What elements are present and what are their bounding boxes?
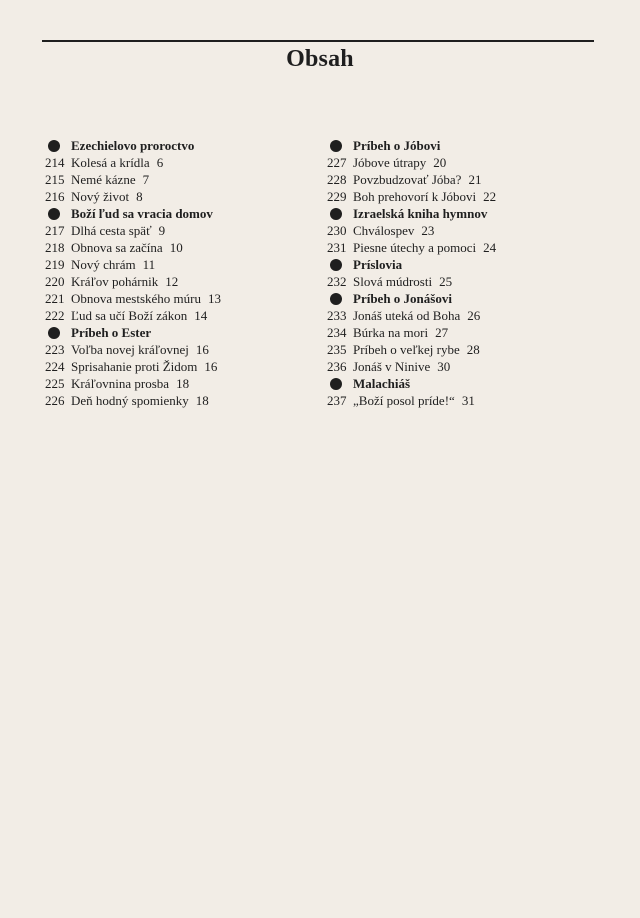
section-heading-text: Malachiáš xyxy=(353,375,411,391)
bullet-icon xyxy=(330,378,342,390)
entry-page: 16 xyxy=(195,341,209,357)
bullet-icon xyxy=(330,259,342,271)
entry-page: 14 xyxy=(194,307,208,323)
top-rule xyxy=(42,40,594,42)
entry-number: 227 xyxy=(327,154,347,170)
entry-title: Ľud sa učí Boží zákon xyxy=(71,307,188,323)
entry-page: 6 xyxy=(156,154,164,170)
section-heading xyxy=(327,375,597,392)
entry-page: 23 xyxy=(421,222,435,238)
entry-title: Chválospev xyxy=(353,222,415,238)
section-heading-text: Príslovia xyxy=(353,256,403,272)
section-heading xyxy=(327,256,597,273)
entry-page: 7 xyxy=(142,171,150,187)
entry-number: 237 xyxy=(327,392,347,408)
entry-number: 229 xyxy=(327,188,347,204)
toc-entry xyxy=(327,358,597,375)
section-heading-text: Príbeh o Jonášovi xyxy=(353,290,452,306)
entry-title: Jóbove útrapy xyxy=(353,154,427,170)
page-title: Obsah xyxy=(286,46,354,72)
toc-entry xyxy=(45,188,315,205)
bullet-icon xyxy=(330,208,342,220)
entry-title: Jonáš v Ninive xyxy=(353,358,431,374)
toc-entry xyxy=(45,392,315,409)
toc-entry xyxy=(45,290,315,307)
entry-number: 214 xyxy=(45,154,65,170)
entry-title: Príbeh o veľkej rybe xyxy=(353,341,460,357)
entry-number: 228 xyxy=(327,171,347,187)
entry-page: 11 xyxy=(142,256,156,272)
entry-page: 8 xyxy=(136,188,143,204)
entry-number: 217 xyxy=(45,222,65,238)
toc-entry xyxy=(45,171,315,188)
entry-number: 232 xyxy=(327,273,347,289)
entry-page: 24 xyxy=(483,239,497,255)
entry-number: 230 xyxy=(327,222,347,238)
toc-entry xyxy=(327,239,597,256)
entry-title: Dlhá cesta späť xyxy=(71,222,152,238)
entry-title: Nemé kázne xyxy=(71,171,136,187)
toc-entry xyxy=(45,273,315,290)
toc-entry xyxy=(45,154,315,171)
entry-page: 26 xyxy=(467,307,481,323)
entry-title: Slová múdrosti xyxy=(353,273,433,289)
entry-title: Deň hodný spomienky xyxy=(71,392,189,408)
toc-entry xyxy=(327,341,597,358)
toc-entry xyxy=(45,375,315,392)
bullet-icon xyxy=(48,208,60,220)
entry-number: 215 xyxy=(45,171,65,187)
bullet-icon xyxy=(48,327,60,339)
entry-page: 20 xyxy=(433,154,447,170)
entry-title: Nový chrám xyxy=(71,256,136,272)
toc-entry xyxy=(327,273,597,290)
entry-page: 10 xyxy=(169,239,183,255)
entry-title: Kolesá a krídla xyxy=(71,154,150,170)
entry-number: 221 xyxy=(45,290,65,306)
entry-page: 30 xyxy=(437,358,451,374)
entry-number: 218 xyxy=(45,239,65,255)
entry-number: 235 xyxy=(327,341,347,357)
section-heading xyxy=(45,205,315,222)
toc-entry xyxy=(327,188,597,205)
toc-entry xyxy=(327,324,597,341)
toc-entry xyxy=(45,256,315,273)
entry-number: 233 xyxy=(327,307,347,323)
entry-title: Obnova mestského múru xyxy=(71,290,201,306)
bullet-icon xyxy=(48,140,60,152)
toc-column-right xyxy=(327,137,597,409)
entry-page: 31 xyxy=(461,392,475,408)
bullet-icon xyxy=(330,140,342,152)
entry-page: 25 xyxy=(439,273,453,289)
bullet-icon xyxy=(330,293,342,305)
entry-title: Povzbudzovať Jóba? xyxy=(353,171,462,187)
toc-entry xyxy=(45,307,315,324)
section-heading xyxy=(45,137,315,154)
toc-entry xyxy=(327,307,597,324)
toc-entry xyxy=(327,171,597,188)
section-heading-text: Izraelská kniha hymnov xyxy=(353,205,488,221)
entry-number: 216 xyxy=(45,188,65,204)
entry-number: 231 xyxy=(327,239,347,255)
entry-title: Búrka na mori xyxy=(353,324,429,340)
entry-title: Kráľov pohárnik xyxy=(71,273,159,289)
toc-entry xyxy=(327,154,597,171)
section-heading-text: Príbeh o Ester xyxy=(71,324,152,340)
entry-title: Voľba novej kráľovnej xyxy=(71,341,189,357)
toc-entry xyxy=(45,222,315,239)
entry-title: Piesne útechy a pomoci xyxy=(353,239,477,255)
entry-page: 13 xyxy=(207,290,221,306)
entry-number: 236 xyxy=(327,358,347,374)
section-heading xyxy=(327,290,597,307)
entry-title: Sprisahanie proti Židom xyxy=(71,358,198,374)
entry-title: „Boží posol príde!“ xyxy=(353,392,455,408)
entry-page: 9 xyxy=(158,222,166,238)
entry-page: 27 xyxy=(435,324,449,340)
entry-number: 225 xyxy=(45,375,65,391)
entry-page: 21 xyxy=(468,171,482,187)
entry-title: Jonáš uteká od Boha xyxy=(353,307,461,323)
entry-number: 222 xyxy=(45,307,65,323)
entry-number: 220 xyxy=(45,273,65,289)
entry-number: 226 xyxy=(45,392,65,408)
toc-entry xyxy=(327,222,597,239)
section-heading-text: Ezechielovo proroctvo xyxy=(71,137,195,153)
entry-number: 223 xyxy=(45,341,65,357)
section-heading xyxy=(327,137,597,154)
entry-page: 12 xyxy=(165,273,179,289)
toc-entry xyxy=(45,341,315,358)
section-heading xyxy=(45,324,315,341)
entry-page: 28 xyxy=(466,341,480,357)
toc-column-left xyxy=(45,137,315,409)
entry-title: Boh prehovorí k Jóbovi xyxy=(353,188,477,204)
entry-title: Nový život xyxy=(71,188,130,204)
entry-page: 22 xyxy=(483,188,497,204)
toc-entry xyxy=(45,358,315,375)
entry-number: 234 xyxy=(327,324,347,340)
section-heading-text: Boží ľud sa vracia domov xyxy=(71,205,213,221)
entry-title: Obnova sa začína xyxy=(71,239,163,255)
toc-entry xyxy=(327,392,597,409)
toc-entry xyxy=(45,239,315,256)
entry-page: 18 xyxy=(195,392,209,408)
entry-page: 16 xyxy=(204,358,218,374)
entry-number: 219 xyxy=(45,256,65,272)
entry-page: 18 xyxy=(176,375,190,391)
entry-number: 224 xyxy=(45,358,65,374)
entry-title: Kráľovnina prosba xyxy=(71,375,170,391)
section-heading xyxy=(327,205,597,222)
section-heading-text: Príbeh o Jóbovi xyxy=(353,137,441,153)
